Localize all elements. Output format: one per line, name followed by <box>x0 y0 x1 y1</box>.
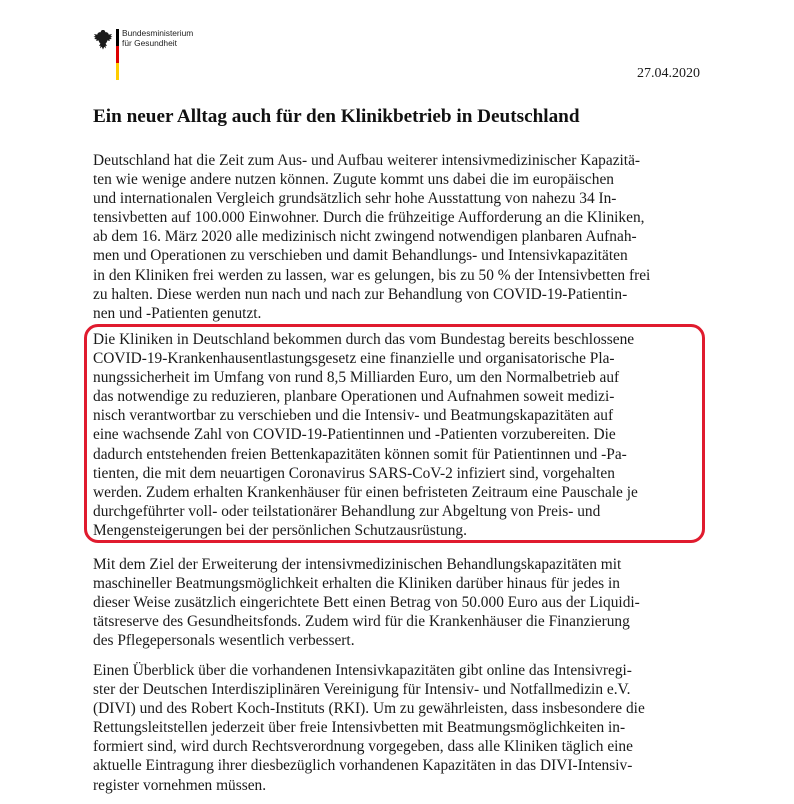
document-title: Ein neuer Alltag auch für den Klinikbetrieb in Deutschland <box>93 106 580 127</box>
paragraph-line: nungssicherheit im Umfang von rund 8,5 Milliarden Euro, um den Normalbetrieb auf <box>93 369 620 387</box>
paragraph-line: aktuelle Eintragung ihrer diesbezüglich vorhandenen Kapazitäten in das DIVI-Intensiv- <box>93 757 633 775</box>
paragraph-line: dadurch entstehenden freien Bettenkapazitäten können somit für Patientinnen und -Pa- <box>93 445 627 463</box>
paragraph-line: register vornehmen müssen. <box>93 776 267 794</box>
paragraph-line: COVID-19-Krankenhausentlastungsgesetz eine finanzielle und organisatorische Pla- <box>93 350 615 368</box>
flag-stripe-black <box>116 29 119 46</box>
document-date: 27.04.2020 <box>637 66 700 81</box>
flag-stripe-gold <box>116 63 119 80</box>
paragraph-line: werden. Zudem erhalten Krankenhäuser für einen befristeten Zeitraum eine Pauschale je <box>93 483 638 501</box>
flag-stripe-red <box>116 46 119 63</box>
paragraph-line: Einen Überblick über die vorhandenen Intensivkapazitäten gibt online das Intensivregi- <box>93 662 632 679</box>
paragraph-line: das notwendige zu reduzieren, planbare Operationen und Aufnahmen soweit medizi- <box>93 388 615 406</box>
paragraph-line: dieser Weise zusätzlich eingerichtete Bett einen Betrag von 50.000 Euro aus der Liquidi- <box>93 594 640 612</box>
paragraph-line: ten wie wenige andere nutzen können. Zugute kommt uns dabei die im europäischen <box>93 171 614 189</box>
paragraph-line: durchgeführter voll- oder teilstationärer Behandlung zur Abgeltung von Preis- und <box>93 502 601 520</box>
paragraph-line: men und Operationen zu verschieben und damit Behandlungs- und Intensivkapazitäten <box>93 247 628 265</box>
paragraph-line: eine wachsende Zahl von COVID-19-Patientinnen und -Patienten vorzubereiten. Die <box>93 426 616 444</box>
paragraph-line: ab dem 16. März 2020 alle medizinisch nicht zwingend notwendigen planbaren Aufnah- <box>93 228 637 246</box>
paragraph-line: ster der Deutschen Interdisziplinären Vereinigung für Intensiv- und Notfallmedizin e.V. <box>93 681 631 699</box>
paragraph-line: zu halten. Diese werden nun nach und nach zur Behandlung von COVID-19-Patientin- <box>93 285 628 303</box>
paragraph-line: Mengensteigerungen bei der persönlichen Schutzausrüstung. <box>93 521 467 539</box>
paragraph-3 <box>93 555 640 650</box>
paragraph-line: des Pflegepersonals wesentlich verbessert. <box>93 632 355 650</box>
paragraph-line: tätsreserve des Gesundheitsfonds. Zudem wird für die Krankenhäuser die Finanzierung <box>93 613 630 631</box>
federal-eagle-icon <box>93 29 113 51</box>
paragraph-line: Mit dem Ziel der Erweiterung der intensivmedizinischen Behandlungskapazitäten mit <box>93 556 622 573</box>
paragraph-line: (DIVI) und des Robert Koch-Instituts (RKI). Um zu gewährleisten, dass insbesondere die <box>93 700 645 718</box>
paragraph-line: maschineller Beatmungsmöglichkeit erhalten die Kliniken darüber hinaus für jedes in <box>93 575 620 593</box>
german-flag-stripe <box>116 29 119 80</box>
paragraph-line: in den Kliniken frei werden zu lassen, war es gelungen, bis zu 50 % der Intensivbetten frei <box>93 266 651 284</box>
paragraph-line: Die Kliniken in Deutschland bekommen durch das vom Bundestag bereits beschlossene <box>93 331 635 348</box>
paragraph-line: tensivbetten auf 100.000 Einwohner. Durch die frühzeitige Aufforderung an die Kliniken, <box>93 209 645 227</box>
paragraph-2-highlighted <box>93 330 638 540</box>
paragraph-line: Deutschland hat die Zeit zum Aus- und Aufbau weiterer intensivmedizinischer Kapazitä- <box>93 152 641 169</box>
ministry-name: Bundesministerium für Gesundheit <box>122 28 194 48</box>
paragraph-line: tienten, die mit dem neuartigen Coronavirus SARS-CoV-2 infiziert sind, vorgehalten <box>93 464 615 482</box>
paragraph-line: nisch verantwortbar zu verschieben und die Intensiv- und Beatmungskapazitäten auf <box>93 407 614 425</box>
paragraph-4 <box>93 661 645 795</box>
paragraph-line: nen und -Patienten genutzt. <box>93 304 262 322</box>
ministry-logo <box>93 29 213 81</box>
paragraph-line: und internationalen Vergleich grundsätzlich sehr hohe Ausstattung von nahezu 34 In- <box>93 190 617 208</box>
paragraph-line: formiert sind, wird durch Rechtsverordnung vorgegeben, dass alle Kliniken täglich eine <box>93 738 633 756</box>
paragraph-1 <box>93 151 650 323</box>
paragraph-line: Rettungsleitstellen jederzeit über freie Intensivbetten mit Beatmungsmöglichkeiten in- <box>93 719 626 737</box>
